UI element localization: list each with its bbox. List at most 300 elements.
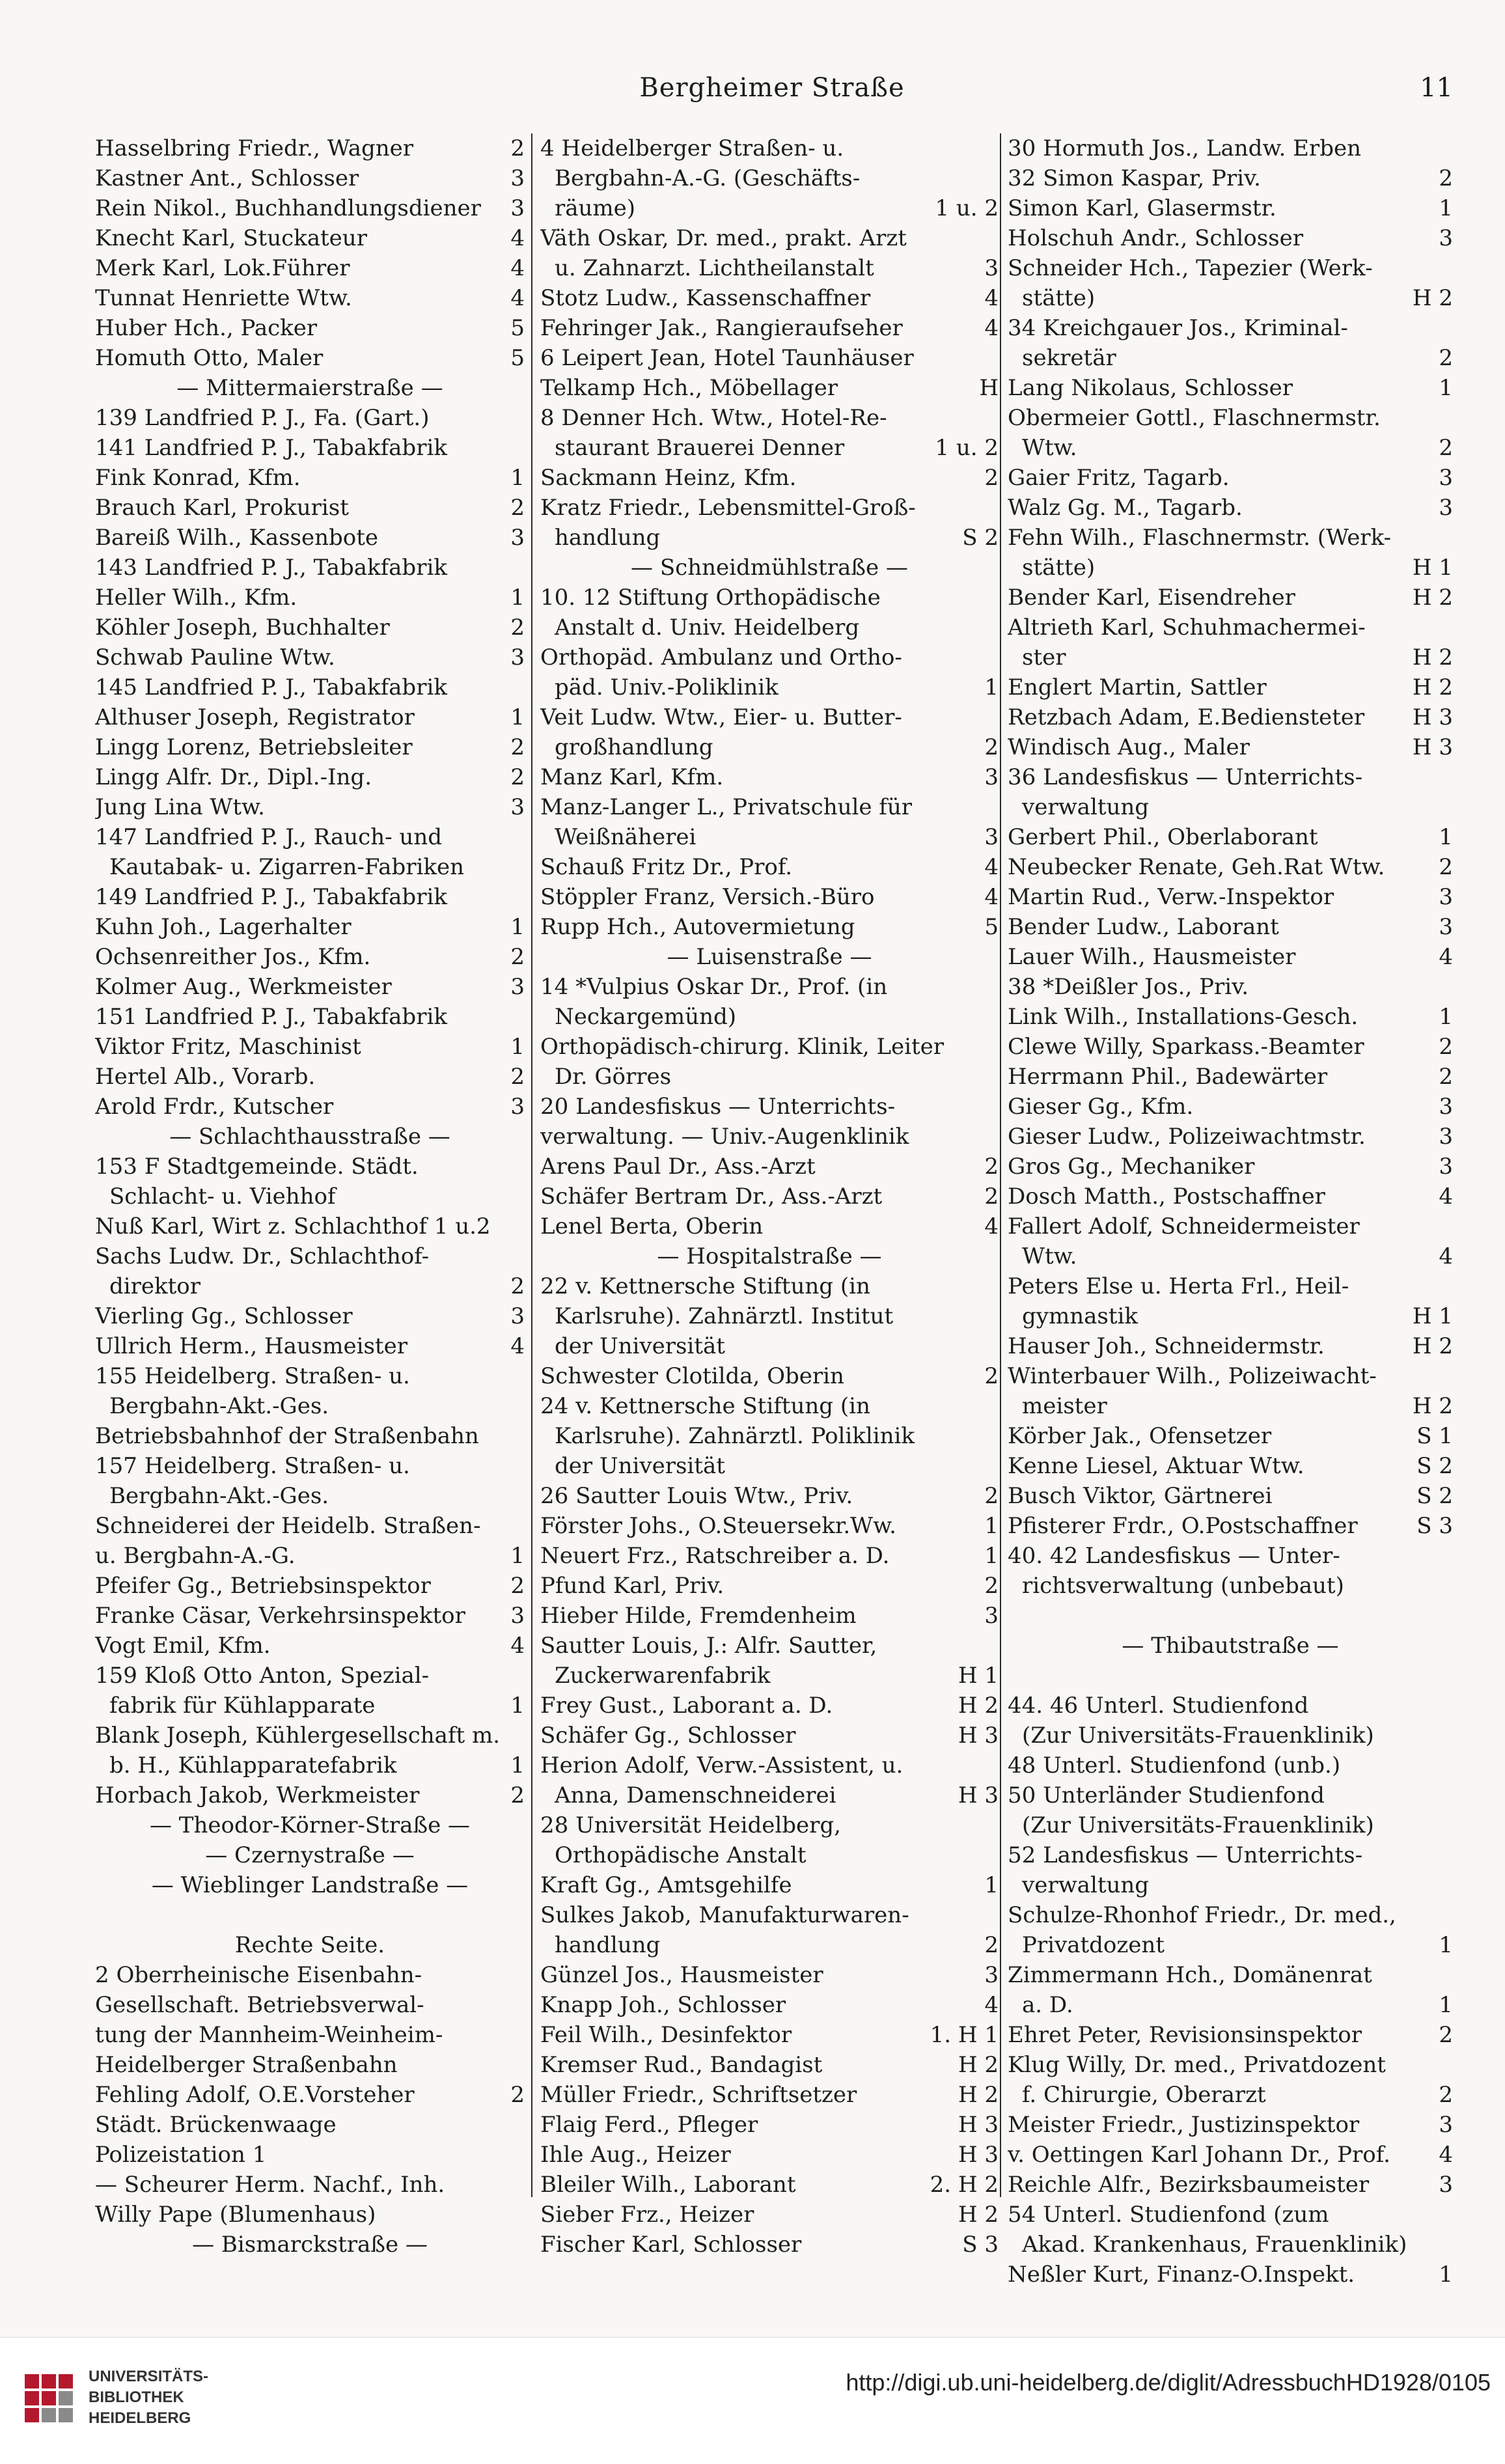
page-header	[91, 73, 1453, 125]
column-divider	[1000, 133, 1001, 2197]
entry-text: Bergbahn-Akt.-Ges.	[109, 1483, 329, 1509]
directory-entry	[95, 253, 525, 283]
directory-entry	[95, 1421, 525, 1451]
directory-entry	[540, 1751, 999, 1780]
entry-floor: 2	[510, 764, 525, 790]
column-left	[95, 133, 525, 2258]
entry-text: — Thibautstraße —	[1122, 1633, 1339, 1659]
entry-floor: 2	[510, 944, 525, 970]
entry-text	[95, 1900, 521, 1930]
entry-floor: 5	[510, 345, 525, 371]
source-url-link[interactable]: http://digi.ub.uni-heidelberg.de/diglit/AdressbuchHD1928/0105	[846, 2369, 1491, 2396]
entry-floor	[1449, 2050, 1453, 2080]
entry-floor	[521, 1002, 525, 1032]
entry-text: 10. 12 Stiftung Orthopädische	[540, 585, 881, 611]
entry-text: Ullrich Herm., Hausmeister	[95, 1333, 407, 1359]
directory-entry	[1008, 2020, 1453, 2050]
directory-entry	[540, 1271, 999, 1301]
entry-text: Vogt Emil, Kfm.	[95, 1633, 271, 1659]
entry-text: f. Chirurgie, Oberarzt	[1022, 2082, 1266, 2108]
directory-entry	[1008, 1751, 1453, 1780]
directory-entry	[1008, 553, 1453, 583]
entry-text: gymnastik	[1022, 1303, 1138, 1329]
directory-entry	[540, 583, 999, 613]
street-heading	[540, 942, 999, 972]
directory-entry	[1008, 882, 1453, 912]
directory-entry	[1008, 313, 1453, 343]
entry-floor: 1	[510, 585, 525, 611]
street-heading	[95, 2230, 525, 2260]
entry-floor	[1449, 1691, 1453, 1721]
directory-entry	[1008, 493, 1453, 523]
entry-text: räume)	[555, 195, 636, 221]
entry-text: Städt. Brückenwaage	[95, 2112, 337, 2138]
street-heading	[540, 553, 999, 583]
entry-floor	[995, 403, 999, 433]
directory-entry	[95, 1541, 525, 1571]
directory-entry	[540, 133, 999, 163]
entry-text: Lauer Wilh., Hausmeister	[1008, 944, 1296, 970]
entry-text: a. D.	[1022, 1992, 1073, 2018]
entry-text: Bergbahn-Akt.-Ges.	[109, 1393, 329, 1419]
entry-floor: 3	[510, 165, 525, 191]
entry-text: 141 Landfried P. J., Tabakfabrik	[95, 435, 447, 461]
directory-entry	[540, 1840, 999, 1870]
entry-text: stätte)	[1022, 285, 1096, 311]
directory-entry	[1008, 1930, 1453, 1960]
directory-entry	[1008, 523, 1453, 553]
directory-entry	[1008, 223, 1453, 253]
entry-floor: 1. H 1	[930, 2022, 999, 2048]
entry-floor: 3	[510, 974, 525, 1000]
entry-floor: 2	[984, 1932, 999, 1958]
directory-entry	[540, 1541, 999, 1571]
entry-floor	[1449, 792, 1453, 822]
entry-text: Lang Nikolaus, Schlosser	[1008, 375, 1293, 401]
entry-text: Englert Martin, Sattler	[1008, 674, 1267, 700]
directory-entry	[540, 1571, 999, 1601]
directory-entry	[1008, 942, 1453, 972]
directory-entry	[1008, 403, 1453, 433]
entry-text: Hauser Joh., Schneidermstr.	[1008, 1333, 1325, 1359]
entry-text: 4 Heidelberger Straßen- u.	[540, 135, 844, 161]
entry-floor: 4	[510, 225, 525, 251]
directory-entry	[95, 1900, 525, 1930]
entry-text: Simon Karl, Glasermstr.	[1008, 195, 1277, 221]
entry-floor: 1	[1439, 824, 1453, 850]
entry-floor	[995, 223, 999, 253]
entry-floor: 2	[984, 1154, 999, 1180]
directory-entry	[540, 1002, 999, 1032]
entry-floor: 1	[1439, 1932, 1453, 1958]
entry-floor: 1	[1439, 1004, 1453, 1030]
entry-text: Herion Adolf, Verw.-Assistent, u.	[540, 1752, 904, 1779]
entry-floor: 3	[1439, 884, 1453, 910]
entry-text: 54 Unterl. Studienfond (zum	[1008, 2202, 1329, 2228]
entry-text: sekretär	[1022, 345, 1116, 371]
entry-floor: 1	[1439, 1992, 1453, 2018]
entry-text: Rechte Seite.	[234, 1932, 385, 1958]
directory-entry	[95, 1481, 525, 1511]
entry-text: Veit Ludw. Wtw., Eier- u. Butter-	[540, 704, 902, 730]
directory-entry	[1008, 1182, 1453, 1211]
directory-entry	[540, 1092, 999, 1122]
entry-text: Vierling Gg., Schlosser	[95, 1303, 353, 1329]
directory-entry	[95, 912, 525, 942]
directory-entry	[540, 223, 999, 253]
entry-text: Gaier Fritz, Tagarb.	[1008, 465, 1230, 491]
entry-floor: H 3	[958, 2112, 999, 2138]
directory-entry	[1008, 1601, 1453, 1631]
entry-text: Sackmann Heinz, Kfm.	[540, 465, 797, 491]
entry-floor	[521, 1661, 525, 1691]
entry-floor: 3	[510, 1603, 525, 1629]
entry-text: Sieber Frz., Heizer	[540, 2202, 754, 2228]
directory-entry	[95, 1391, 525, 1421]
street-heading	[95, 1122, 525, 1152]
entry-text: Sachs Ludw. Dr., Schlachthof-	[95, 1243, 430, 1269]
directory-entry	[1008, 1541, 1453, 1571]
entry-floor: S 3	[1416, 1513, 1453, 1539]
entry-floor	[1449, 133, 1453, 163]
entry-text: — Schlachthausstraße —	[169, 1124, 450, 1150]
entry-floor: 1	[1439, 2262, 1453, 2288]
entry-floor: 2	[510, 2082, 525, 2108]
entry-text: — Mittermaierstraße —	[176, 375, 443, 401]
directory-entry	[540, 672, 999, 702]
directory-entry	[540, 1331, 999, 1361]
entry-text: Link Wilh., Installations-Gesch.	[1008, 1004, 1359, 1030]
directory-entry	[1008, 1331, 1453, 1361]
entry-floor: H 2	[1412, 644, 1453, 671]
entry-text: Fehringer Jak., Rangieraufseher	[540, 315, 903, 341]
directory-entry	[1008, 1870, 1453, 1900]
directory-entry	[1008, 2050, 1453, 2080]
directory-entry	[540, 2170, 999, 2200]
entry-text: fabrik für Kühlapparate	[109, 1693, 376, 1719]
entry-floor: 2	[510, 1273, 525, 1299]
entry-floor: 4	[510, 255, 525, 281]
entry-floor: H 2	[958, 2082, 999, 2108]
entry-text: — Scheurer Herm. Nachf., Inh.	[95, 2172, 445, 2198]
directory-entry	[540, 2110, 999, 2140]
directory-entry	[1008, 1092, 1453, 1122]
entry-text: Stotz Ludw., Kassenschaffner	[540, 285, 871, 311]
entry-text: 2 Oberrheinische Eisenbahn-	[95, 1962, 422, 1988]
entry-floor	[1449, 1661, 1453, 1691]
directory-entry	[540, 2230, 999, 2260]
directory-entry	[1008, 1361, 1453, 1391]
directory-entry	[95, 882, 525, 912]
directory-entry	[95, 643, 525, 672]
entry-floor	[521, 1152, 525, 1182]
entry-text: Ochsenreither Jos., Kfm.	[95, 944, 371, 970]
entry-floor	[1449, 1900, 1453, 1930]
entry-text: 20 Landesfiskus — Unterrichts-	[540, 1094, 896, 1120]
entry-floor: 1	[510, 1752, 525, 1779]
directory-entry	[1008, 1451, 1453, 1481]
entry-text: Tunnat Henriette Wtw.	[95, 285, 352, 311]
entry-floor	[521, 1511, 525, 1541]
directory-entry	[95, 2170, 525, 2200]
entry-floor: 3	[1439, 914, 1453, 940]
entry-floor	[995, 1122, 999, 1152]
directory-entry	[95, 1331, 525, 1361]
library-name-line: UNIVERSITÄTS-	[89, 2368, 209, 2385]
page-title: Bergheimer Straße	[639, 73, 905, 103]
entry-text: Schwab Pauline Wtw.	[95, 644, 335, 671]
directory-entry	[1008, 1062, 1453, 1092]
entry-text: — Wieblinger Landstraße —	[151, 1872, 469, 1898]
entry-floor: 2	[984, 465, 999, 491]
entry-text: der Universität	[555, 1333, 725, 1359]
directory-entry	[540, 1511, 999, 1541]
directory-entry	[540, 1990, 999, 2020]
entry-text: 40. 42 Landesfiskus — Unter-	[1008, 1543, 1340, 1569]
entry-floor: 1 u. 2	[935, 435, 999, 461]
entry-text: Gieser Ludw., Polizeiwachtmstr.	[1008, 1124, 1366, 1150]
entry-floor	[995, 643, 999, 672]
entry-text: tung der Mannheim-Weinheim-	[95, 2022, 443, 2048]
entry-text: meister	[1022, 1393, 1107, 1419]
entry-text: direktor	[109, 1273, 201, 1299]
directory-entry	[540, 403, 999, 433]
entry-text: Dosch Matth., Postschaffner	[1008, 1184, 1325, 1210]
directory-entry	[95, 822, 525, 852]
entry-text: Fischer Karl, Schlosser	[540, 2232, 802, 2258]
directory-entry	[540, 313, 999, 343]
library-name-line: BIBLIOTHEK	[89, 2388, 184, 2406]
entry-text: Blank Joseph, Kühlergesellschaft m.	[95, 1723, 501, 1749]
entry-text: Dr. Görres	[555, 1064, 672, 1090]
entry-floor	[995, 1421, 999, 1451]
entry-text: Günzel Jos., Hausmeister	[540, 1962, 823, 1988]
entry-text: 28 Universität Heidelberg,	[540, 1812, 841, 1838]
directory-entry	[95, 1182, 525, 1211]
directory-entry	[1008, 1661, 1453, 1691]
entry-text: Kenne Liesel, Aktuar Wtw.	[1008, 1453, 1305, 1479]
entry-floor: H 3	[958, 1723, 999, 1749]
directory-entry	[1008, 912, 1453, 942]
entry-text: Akad. Krankenhaus, Frauenklinik)	[1022, 2232, 1407, 2258]
entry-text: Zuckerwarenfabrik	[555, 1663, 771, 1689]
entry-floor	[521, 2050, 525, 2080]
entry-floor: H 2	[958, 1693, 999, 1719]
entry-text: Stöppler Franz, Versich.-Büro	[540, 884, 875, 910]
entry-floor: 2	[1439, 2022, 1453, 2048]
directory-entry	[540, 2080, 999, 2110]
directory-entry	[95, 942, 525, 972]
directory-entry	[540, 523, 999, 553]
directory-entry	[540, 972, 999, 1002]
library-name-line: HEIDELBERG	[89, 2409, 191, 2427]
entry-text: Karlsruhe). Zahnärztl. Poliklinik	[555, 1423, 915, 1449]
entry-floor	[995, 1840, 999, 1870]
entry-text: handlung	[555, 525, 661, 551]
entry-floor: 4	[984, 315, 999, 341]
entry-floor: 2	[510, 734, 525, 760]
entry-text: Bender Karl, Eisendreher	[1008, 585, 1295, 611]
entry-floor	[1449, 403, 1453, 433]
entry-text: Lingg Lorenz, Betriebsleiter	[95, 734, 413, 760]
entry-floor: 4	[984, 1213, 999, 1239]
entry-text: Jung Lina Wtw.	[95, 794, 265, 820]
directory-entry	[540, 1960, 999, 1990]
entry-text: verwaltung. — Univ.-Augenklinik	[540, 1124, 909, 1150]
street-heading	[95, 1870, 525, 1900]
directory-entry	[540, 1780, 999, 1810]
directory-entry	[95, 2140, 525, 2170]
directory-entry	[540, 1361, 999, 1391]
entry-floor: 5	[984, 914, 999, 940]
entry-floor: H 2	[1412, 1333, 1453, 1359]
directory-entry	[540, 1211, 999, 1241]
entry-floor: 3	[984, 255, 999, 281]
entry-floor: 3	[510, 525, 525, 551]
directory-entry	[1008, 1241, 1453, 1271]
entry-text: Orthopäd. Ambulanz und Ortho-	[540, 644, 902, 671]
directory-entry	[1008, 762, 1453, 792]
directory-entry	[1008, 253, 1453, 283]
directory-entry	[95, 1960, 525, 1990]
entry-floor: 3	[984, 764, 999, 790]
entry-floor	[521, 1960, 525, 1990]
entry-floor: 3	[510, 794, 525, 820]
entry-floor	[995, 792, 999, 822]
directory-entry	[95, 313, 525, 343]
entry-text: u. Bergbahn-A.-G.	[95, 1543, 296, 1569]
directory-entry	[540, 283, 999, 313]
directory-entry	[540, 912, 999, 942]
entry-text: handlung	[555, 1932, 661, 1958]
directory-entry	[95, 2110, 525, 2140]
entry-text: verwaltung	[1022, 1872, 1150, 1898]
entry-floor	[1449, 762, 1453, 792]
entry-floor	[521, 1361, 525, 1391]
entry-text: Bergbahn-A.-G. (Geschäfts-	[555, 165, 861, 191]
entry-floor: 2	[1439, 345, 1453, 371]
directory-entry	[95, 1002, 525, 1032]
entry-text: Rupp Hch., Autovermietung	[540, 914, 855, 940]
directory-entry	[540, 1032, 999, 1062]
entry-text: Walz Gg. M., Tagarb.	[1008, 495, 1243, 521]
entry-floor	[1449, 1810, 1453, 1840]
entry-text: Winterbauer Wilh., Polizeiwacht-	[1008, 1363, 1377, 1389]
entry-text: — Schneidmühlstraße —	[631, 555, 908, 581]
directory-entry	[95, 1271, 525, 1301]
directory-entry	[1008, 1421, 1453, 1451]
directory-entry	[95, 553, 525, 583]
entry-floor: H 3	[958, 2142, 999, 2168]
entry-text: Schäfer Bertram Dr., Ass.-Arzt	[540, 1184, 883, 1210]
directory-entry	[1008, 1391, 1453, 1421]
directory-entry	[95, 1062, 525, 1092]
directory-entry	[540, 792, 999, 822]
directory-entry	[540, 2020, 999, 2050]
directory-entry	[1008, 1780, 1453, 1810]
entry-floor: 3	[1439, 1124, 1453, 1150]
entry-text: Flaig Ferd., Pfleger	[540, 2112, 758, 2138]
entry-floor	[995, 1301, 999, 1331]
entry-floor: 2	[984, 1184, 999, 1210]
directory-entry	[1008, 1511, 1453, 1541]
entry-text: 139 Landfried P. J., Fa. (Gart.)	[95, 405, 430, 431]
entry-text: Merk Karl, Lok.Führer	[95, 255, 350, 281]
directory-entry	[540, 822, 999, 852]
entry-text: Horbach Jakob, Werkmeister	[95, 1782, 420, 1808]
entry-floor	[995, 133, 999, 163]
entry-text: Arold Frdr., Kutscher	[95, 1094, 334, 1120]
entry-text: Gerbert Phil., Oberlaborant	[1008, 824, 1318, 850]
entry-floor: 2	[510, 1782, 525, 1808]
directory-entry	[95, 523, 525, 553]
entry-text: Huber Hch., Packer	[95, 315, 318, 341]
directory-entry	[540, 2050, 999, 2080]
directory-entry	[95, 1451, 525, 1481]
entry-text: Kremser Rud., Bandagist	[540, 2052, 823, 2078]
entry-text: Köhler Joseph, Buchhalter	[95, 615, 390, 641]
entry-text: Clewe Willy, Sparkass.-Beamter	[1008, 1034, 1364, 1060]
entry-floor: 1	[510, 1543, 525, 1569]
directory-entry	[95, 2050, 525, 2080]
entry-floor	[995, 972, 999, 1002]
entry-floor: 4	[1439, 1184, 1453, 1210]
entry-floor	[1449, 253, 1453, 283]
entry-floor: S 1	[1416, 1423, 1453, 1449]
directory-entry	[540, 1391, 999, 1421]
entry-text: Betriebsbahnhof der Straßenbahn	[95, 1423, 479, 1449]
directory-entry	[540, 2200, 999, 2230]
directory-entry	[95, 672, 525, 702]
entry-floor: 2	[984, 1483, 999, 1509]
entry-text: 8 Denner Hch. Wtw., Hotel-Re-	[540, 405, 887, 431]
street-heading	[95, 1930, 525, 1960]
entry-text: Telkamp Hch., Möbellager	[540, 375, 838, 401]
entry-floor	[521, 1451, 525, 1481]
directory-entry	[95, 283, 525, 313]
street-heading	[95, 1840, 525, 1870]
entry-text: Fehn Wilh., Flaschnermstr. (Werk-	[1008, 525, 1392, 551]
directory-entry	[1008, 283, 1453, 313]
street-heading	[540, 1241, 999, 1271]
entry-text: Pfeifer Gg., Betriebsinspektor	[95, 1573, 431, 1599]
directory-entry	[95, 1691, 525, 1721]
entry-floor	[1449, 1271, 1453, 1301]
entry-floor	[995, 163, 999, 193]
directory-entry	[540, 1870, 999, 1900]
entry-floor: 2. H 2	[930, 2172, 999, 2198]
entry-text: Hertel Alb., Vorarb.	[95, 1064, 316, 1090]
page-number: 11	[1420, 73, 1453, 103]
entry-floor: 3	[984, 824, 999, 850]
entry-text: Ehret Peter, Revisionsinspektor	[1008, 2022, 1362, 2048]
entry-floor	[1449, 1870, 1453, 1900]
entry-floor: 3	[1439, 2172, 1453, 2198]
directory-entry	[95, 1751, 525, 1780]
directory-entry	[540, 762, 999, 792]
entry-text: großhandlung	[555, 734, 713, 760]
directory-entry	[540, 1601, 999, 1631]
entry-floor	[1449, 2200, 1453, 2230]
entry-text: Anstalt d. Univ. Heidelberg	[555, 615, 860, 641]
directory-entry	[95, 1601, 525, 1631]
street-heading	[95, 373, 525, 403]
directory-entry	[540, 163, 999, 193]
directory-entry	[95, 403, 525, 433]
entry-floor	[1449, 1780, 1453, 1810]
directory-entry	[95, 1661, 525, 1691]
entry-floor	[1449, 1541, 1453, 1571]
